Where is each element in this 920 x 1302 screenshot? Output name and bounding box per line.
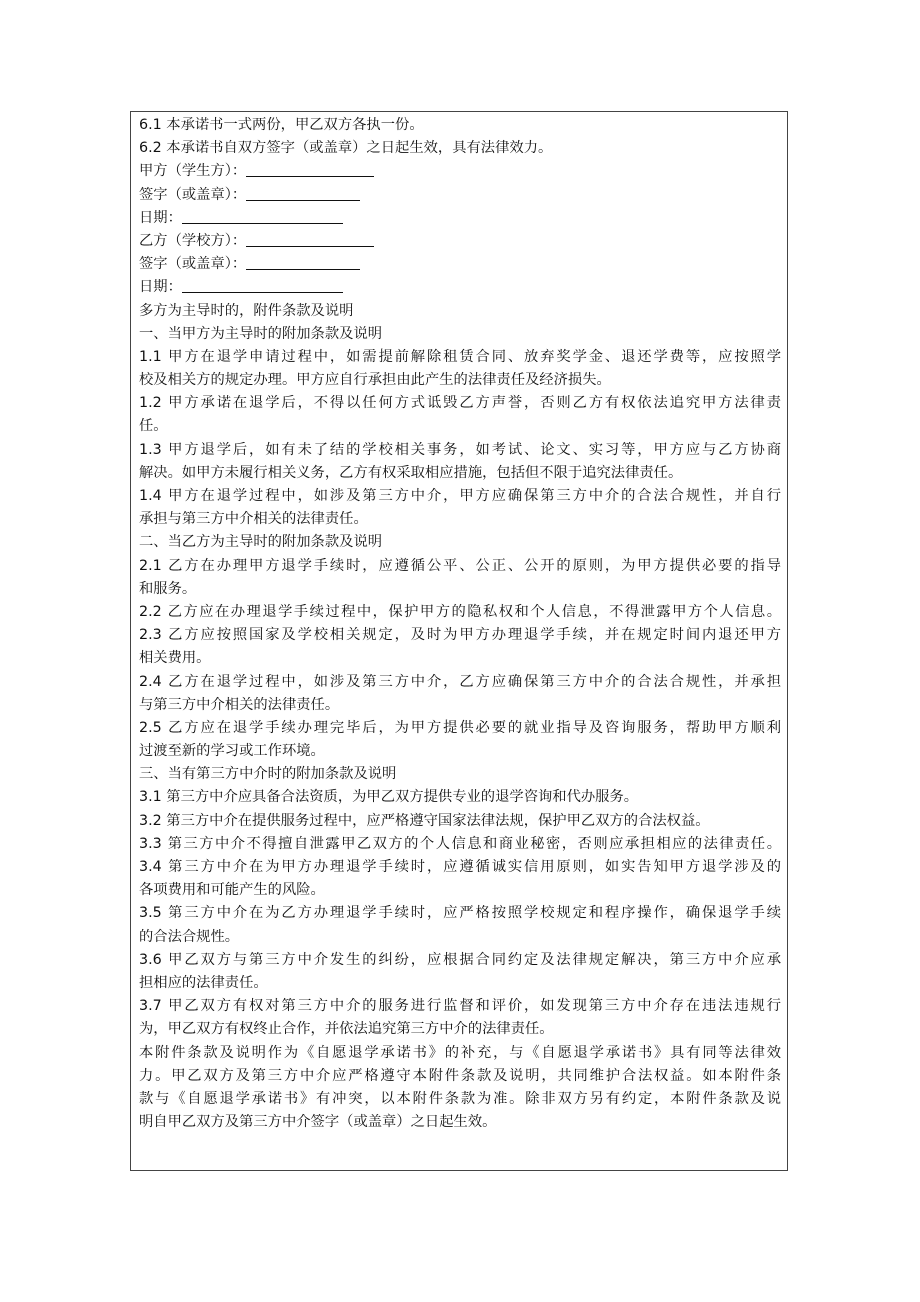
signature-blank	[246, 184, 360, 201]
clause-line: 1.4 甲方在退学过程中，如涉及第三方中介，甲方应确保第三方中介的合法合规性，并自行	[139, 488, 781, 504]
clause-line: 2.3 乙方应按照国家及学校相关规定，及时为甲方办理退学手续，并在规定时间内退还甲方	[139, 627, 781, 644]
clause-line: 为，甲乙双方有权终止合作，并依法追究第三方中介的法律责任。	[139, 1021, 554, 1038]
party-a-field	[139, 160, 781, 183]
field-label: 乙方（学校方）：	[139, 232, 247, 249]
clause-line: 各项费用和可能产生的风险。	[139, 882, 325, 899]
clause-line: 相关费用。	[139, 650, 211, 667]
signature-blank	[246, 230, 374, 247]
clause-line: 6.2 本承诺书自双方签字（或盖章）之日起生效，具有法律效力。	[139, 140, 553, 157]
clause-line: 1.3 甲方退学后，如有未了结的学校相关事务，如考试、论文、实习等，甲方应与乙方协商	[139, 441, 781, 458]
clause-line: 3.4 第三方中介在为甲方办理退学手续时，应遵循诚实信用原则，如实告知甲方退学涉及的	[139, 859, 781, 875]
date-field	[139, 276, 781, 299]
signature-blank	[246, 160, 374, 177]
clause-line: 与第三方中介相关的法律责任。	[139, 696, 340, 713]
closing-paragraph: 本附件条款及说明作为《自愿退学承诺书》的补充，与《自愿退学承诺书》具有同等法律效	[139, 1044, 781, 1061]
clause-line: 承担与第三方中介相关的法律责任。	[139, 511, 368, 528]
clause-line: 2.5 乙方应在退学手续办理完毕后，为甲方提供必要的就业指导及咨询服务，帮助甲方顺利	[139, 719, 781, 736]
field-label: 签字（或盖章）：	[139, 186, 247, 203]
clause-line: 2.4 乙方在退学过程中，如涉及第三方中介，乙方应确保第三方中介的合法合规性，并承担	[139, 673, 781, 690]
clause-line: 任。	[139, 418, 168, 435]
clause-line: 2.2 乙方应在办理退学手续过程中，保护甲方的隐私权和个人信息，不得泄露甲方个人信息。	[139, 603, 781, 620]
date-blank	[182, 207, 343, 224]
clause-line: 3.5 第三方中介在为乙方办理退学手续时，应严格按照学校规定和程序操作，确保退学手续	[139, 905, 781, 922]
clause-line: 的合法合规性。	[139, 928, 240, 945]
clause-line: 3.7 甲乙双方有权对第三方中介的服务进行监督和评价，如发现第三方中介存在违法违规行	[139, 998, 781, 1015]
date-field	[139, 207, 781, 230]
field-label: 甲方（学生方）：	[139, 163, 247, 180]
field-label: 签字（或盖章）：	[139, 256, 247, 273]
document-body	[139, 114, 781, 1134]
signature-field	[139, 184, 781, 207]
closing-paragraph: 明自甲乙双方及第三方中介签字（或盖章）之日起生效。	[139, 1114, 497, 1131]
clause-line: 过渡至新的学习或工作环境。	[139, 743, 325, 760]
signature-blank	[246, 253, 360, 270]
section-heading: 三、当有第三方中介时的附加条款及说明	[139, 766, 397, 783]
section-heading: 一、当甲方为主导时的附加条款及说明	[139, 325, 383, 342]
party-b-field	[139, 230, 781, 253]
closing-paragraph: 款与《自愿退学承诺书》有冲突，以本附件条款为准。除非双方另有约定，本附件条款及说	[139, 1090, 781, 1107]
clause-line: 6.1 本承诺书一式两份，甲乙双方各执一份。	[139, 117, 424, 133]
clause-line: 1.2 甲方承诺在退学后，不得以任何方式诋毁乙方声誉，否则乙方有权依法追究甲方法律责	[139, 395, 781, 412]
date-blank	[182, 276, 343, 293]
clause-line: 校及相关方的规定办理。甲方应自行承担由此产生的法律责任及经济损失。	[139, 372, 611, 389]
clause-line: 3.6 甲乙双方与第三方中介发生的纠纷，应根据合同约定及法律规定解决，第三方中介应承	[139, 951, 781, 968]
clause-line: 担相应的法律责任。	[139, 974, 268, 991]
section-heading: 二、当乙方为主导时的附加条款及说明	[139, 534, 383, 551]
clause-line: 1.1 甲方在退学申请过程中，如需提前解除租赁合同、放弃奖学金、退还学费等，应按照学	[139, 348, 781, 365]
clause-line: 解决。如甲方未履行相关义务，乙方有权采取相应措施，包括但不限于追究法律责任。	[139, 464, 683, 481]
field-label: 日期：	[139, 279, 182, 296]
closing-paragraph: 力。甲乙双方及第三方中介应严格遵守本附件条款及说明，共同维护合法权益。如本附件条	[139, 1067, 781, 1084]
clause-line: 3.3 第三方中介不得擅自泄露甲乙双方的个人信息和商业秘密，否则应承担相应的法律责任。	[139, 835, 781, 852]
clause-line: 2.1 乙方在办理甲方退学手续时，应遵循公平、公正、公开的原则，为甲方提供必要的指导	[139, 557, 781, 574]
clause-line: 3.1 第三方中介应具备合法资质，为甲乙双方提供专业的退学咨询和代办服务。	[139, 789, 639, 806]
clause-line: 3.2 第三方中介在提供服务过程中，应严格遵守国家法律法规，保护甲乙双方的合法权益。	[139, 812, 710, 829]
section-heading: 多方为主导时的，附件条款及说明	[139, 302, 354, 319]
signature-field	[139, 253, 781, 276]
clause-line: 和服务。	[139, 580, 197, 597]
field-label: 日期：	[139, 209, 182, 226]
